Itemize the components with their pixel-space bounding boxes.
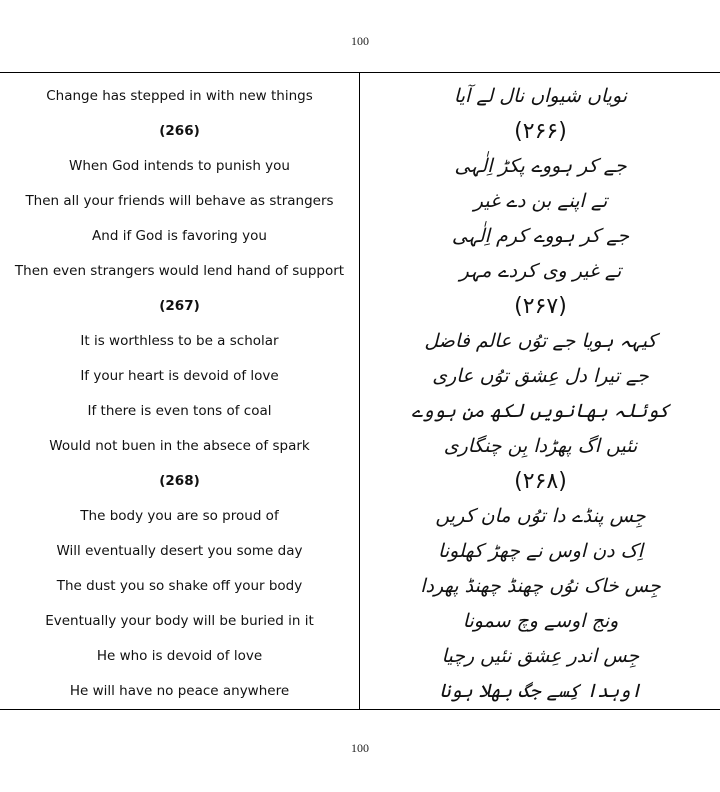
urdu-line: ونج اوسے وچ سمونا	[462, 610, 619, 632]
english-line: Then even strangers would lend hand of support	[14, 263, 345, 279]
urdu-line: تے اپنے بن دے غیر	[473, 190, 608, 212]
english-line: Then all your friends will behave as strangers	[25, 193, 334, 209]
english-line: Would not buen in the absece of spark	[49, 438, 310, 454]
english-verse-number: (266)	[159, 123, 200, 139]
urdu-line: کوئلہ بھانویں لکھ من ہووے	[411, 400, 670, 422]
urdu-line: اِک دن اوس نے چھڑ کھلونا	[438, 540, 643, 562]
english-line: Eventually your body will be buried in it	[45, 613, 314, 629]
english-line: He will have no peace anywhere	[69, 683, 290, 699]
english-verse-number: (268)	[159, 473, 200, 489]
urdu-line: جے تیرا دل عِشق توُں عاری	[432, 365, 649, 387]
urdu-line: جِس خاک نوُں چھنڈ چھنڈ پھردا	[420, 575, 661, 597]
english-translation-column	[0, 72, 359, 709]
english-line: The dust you so shake off your body	[56, 578, 303, 594]
english-line: It is worthless to be a scholar	[80, 333, 279, 349]
urdu-line: کیہہ ہویا جے توُں عالم فاضل	[424, 330, 657, 352]
urdu-line: جے کر ہووے کرم اِلٰہی	[451, 225, 630, 247]
urdu-line: تے غیر وی کردے مہر	[459, 260, 622, 282]
english-line: Will eventually desert you some day	[56, 543, 303, 559]
english-line: If there is even tons of coal	[87, 403, 272, 419]
urdu-verse-column	[361, 72, 720, 709]
urdu-verse-number: (۲۶۶)	[514, 119, 567, 144]
urdu-line: نئیں اگ پھڑدا بِن چنگاری	[443, 435, 638, 457]
urdu-line: جے کر ہووے پکڑ اِلٰہی	[454, 155, 627, 177]
english-line: When God intends to punish you	[69, 158, 290, 174]
page-number-top: 100	[351, 34, 369, 48]
urdu-verse-number: (۲۶۷)	[514, 294, 567, 319]
english-verse-number: (267)	[159, 298, 200, 314]
urdu-line: اوہدا کِسے جگ بھلا ہونا	[439, 680, 642, 702]
urdu-line: نویاں شیواں نال لے آیا	[453, 85, 628, 107]
english-line: And if God is favoring you	[92, 228, 267, 244]
page-number-bottom: 100	[351, 741, 369, 755]
table-bottom-rule	[0, 709, 720, 710]
urdu-line: جِس اندر عِشق نئیں رچیا	[441, 645, 640, 667]
english-line: If your heart is devoid of love	[80, 368, 279, 384]
english-line: He who is devoid of love	[96, 648, 263, 664]
urdu-line: جِس پنڈے دا توُں مان کریں	[435, 505, 646, 527]
column-divider	[359, 72, 360, 710]
english-line: Change has stepped in with new things	[46, 88, 313, 104]
english-line: The body you are so proud of	[80, 508, 279, 524]
urdu-verse-number: (۲۶۸)	[514, 469, 567, 494]
